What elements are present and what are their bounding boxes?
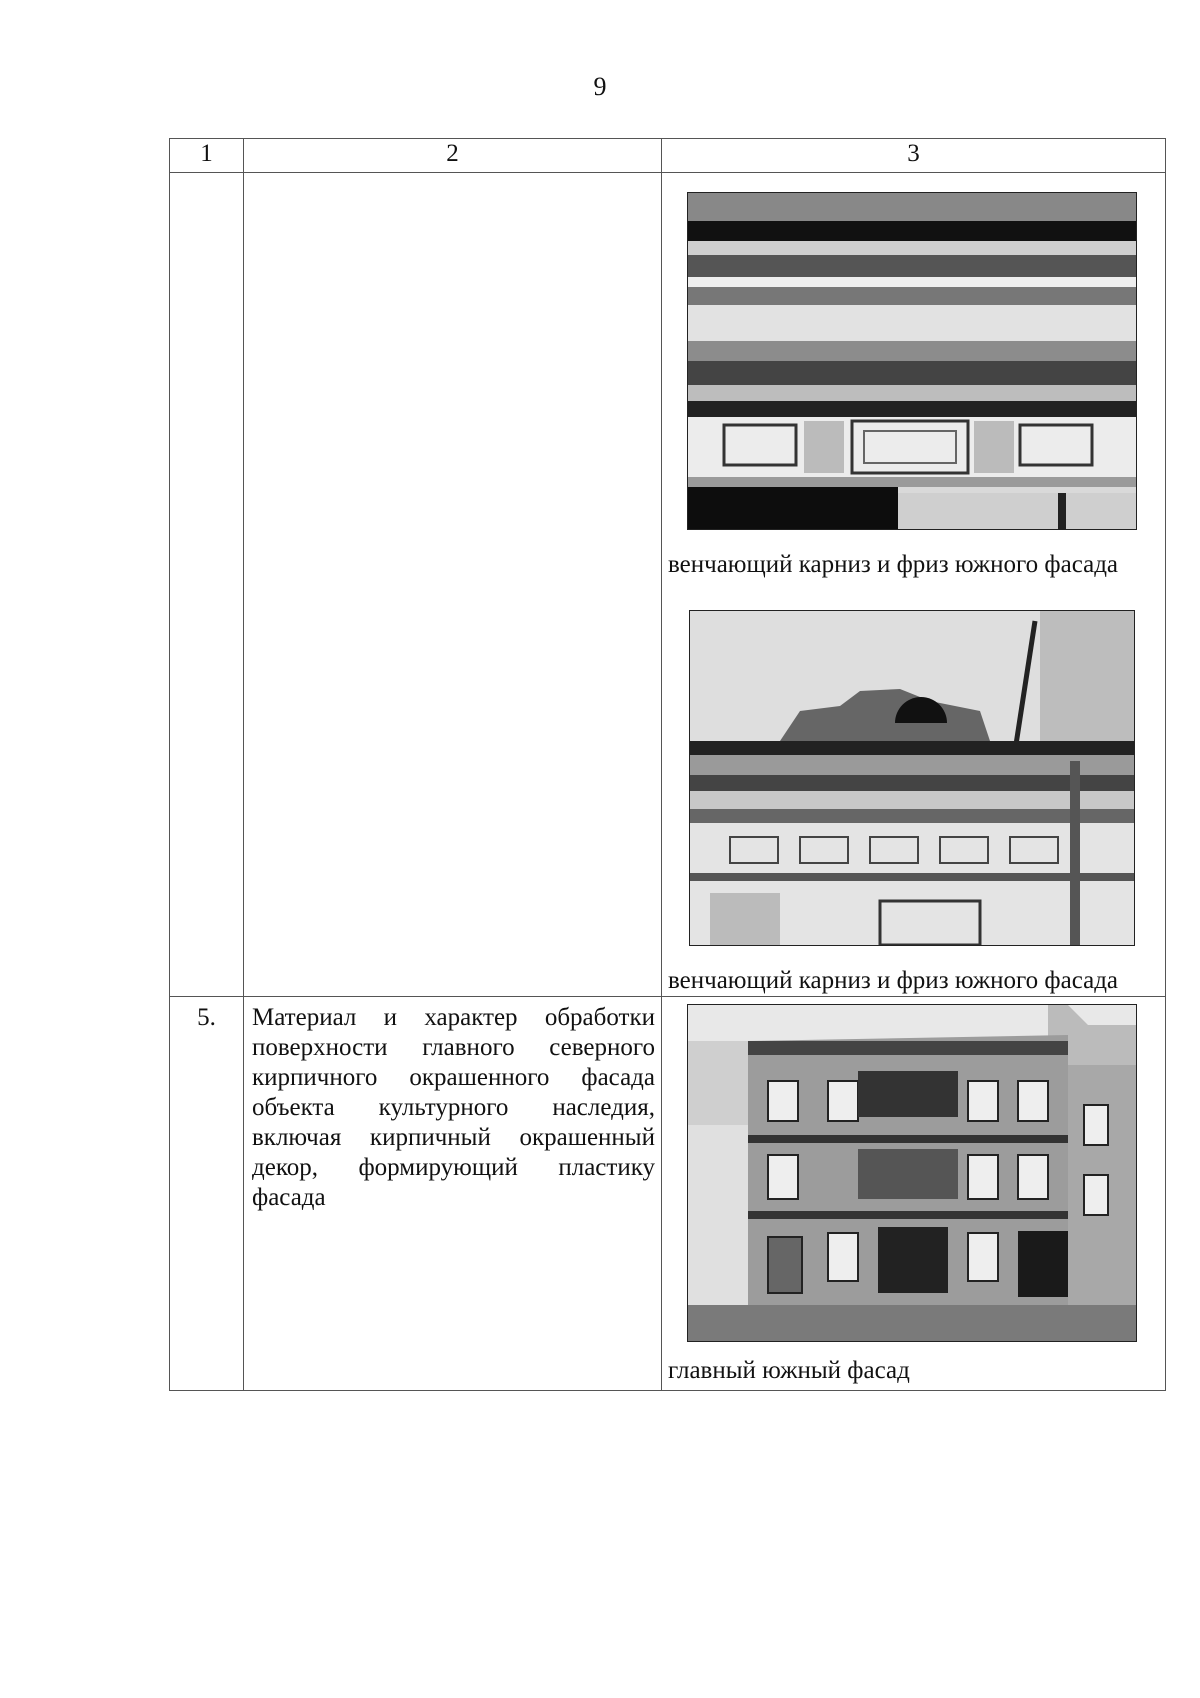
cornice-frieze-photo-2 bbox=[689, 610, 1135, 946]
column-header-2: 2 bbox=[244, 139, 662, 173]
photo-cell bbox=[662, 997, 1166, 1391]
table-header-row bbox=[170, 139, 1166, 173]
table-row bbox=[170, 173, 1166, 997]
page-number: 9 bbox=[593, 72, 607, 101]
column-header-1: 1 bbox=[170, 139, 244, 173]
photo-cell bbox=[662, 173, 1166, 997]
row-description bbox=[244, 997, 662, 1391]
photo-caption: венчающий карниз и фриз южного фасада bbox=[668, 551, 1119, 578]
row-number bbox=[170, 173, 244, 997]
main-facade-photo bbox=[687, 1004, 1137, 1342]
cornice-frieze-photo-1 bbox=[687, 192, 1137, 530]
photo-caption: венчающий карниз и фриз южного фасада bbox=[668, 967, 1119, 994]
document-table bbox=[169, 138, 1166, 1391]
row-description bbox=[244, 173, 662, 997]
column-header-3: 3 bbox=[662, 139, 1166, 173]
photo-caption: главный южный фасад bbox=[668, 1357, 910, 1384]
row-description-text: Материал и характер обработки поверхности главного северного кирпичного окрашенного фасада объекта культурного наследия, включая кирпичный окрашенный декор, формирующий пластику фасада bbox=[252, 1004, 655, 1211]
table-row bbox=[170, 997, 1166, 1391]
row-number: 5. bbox=[170, 997, 244, 1391]
